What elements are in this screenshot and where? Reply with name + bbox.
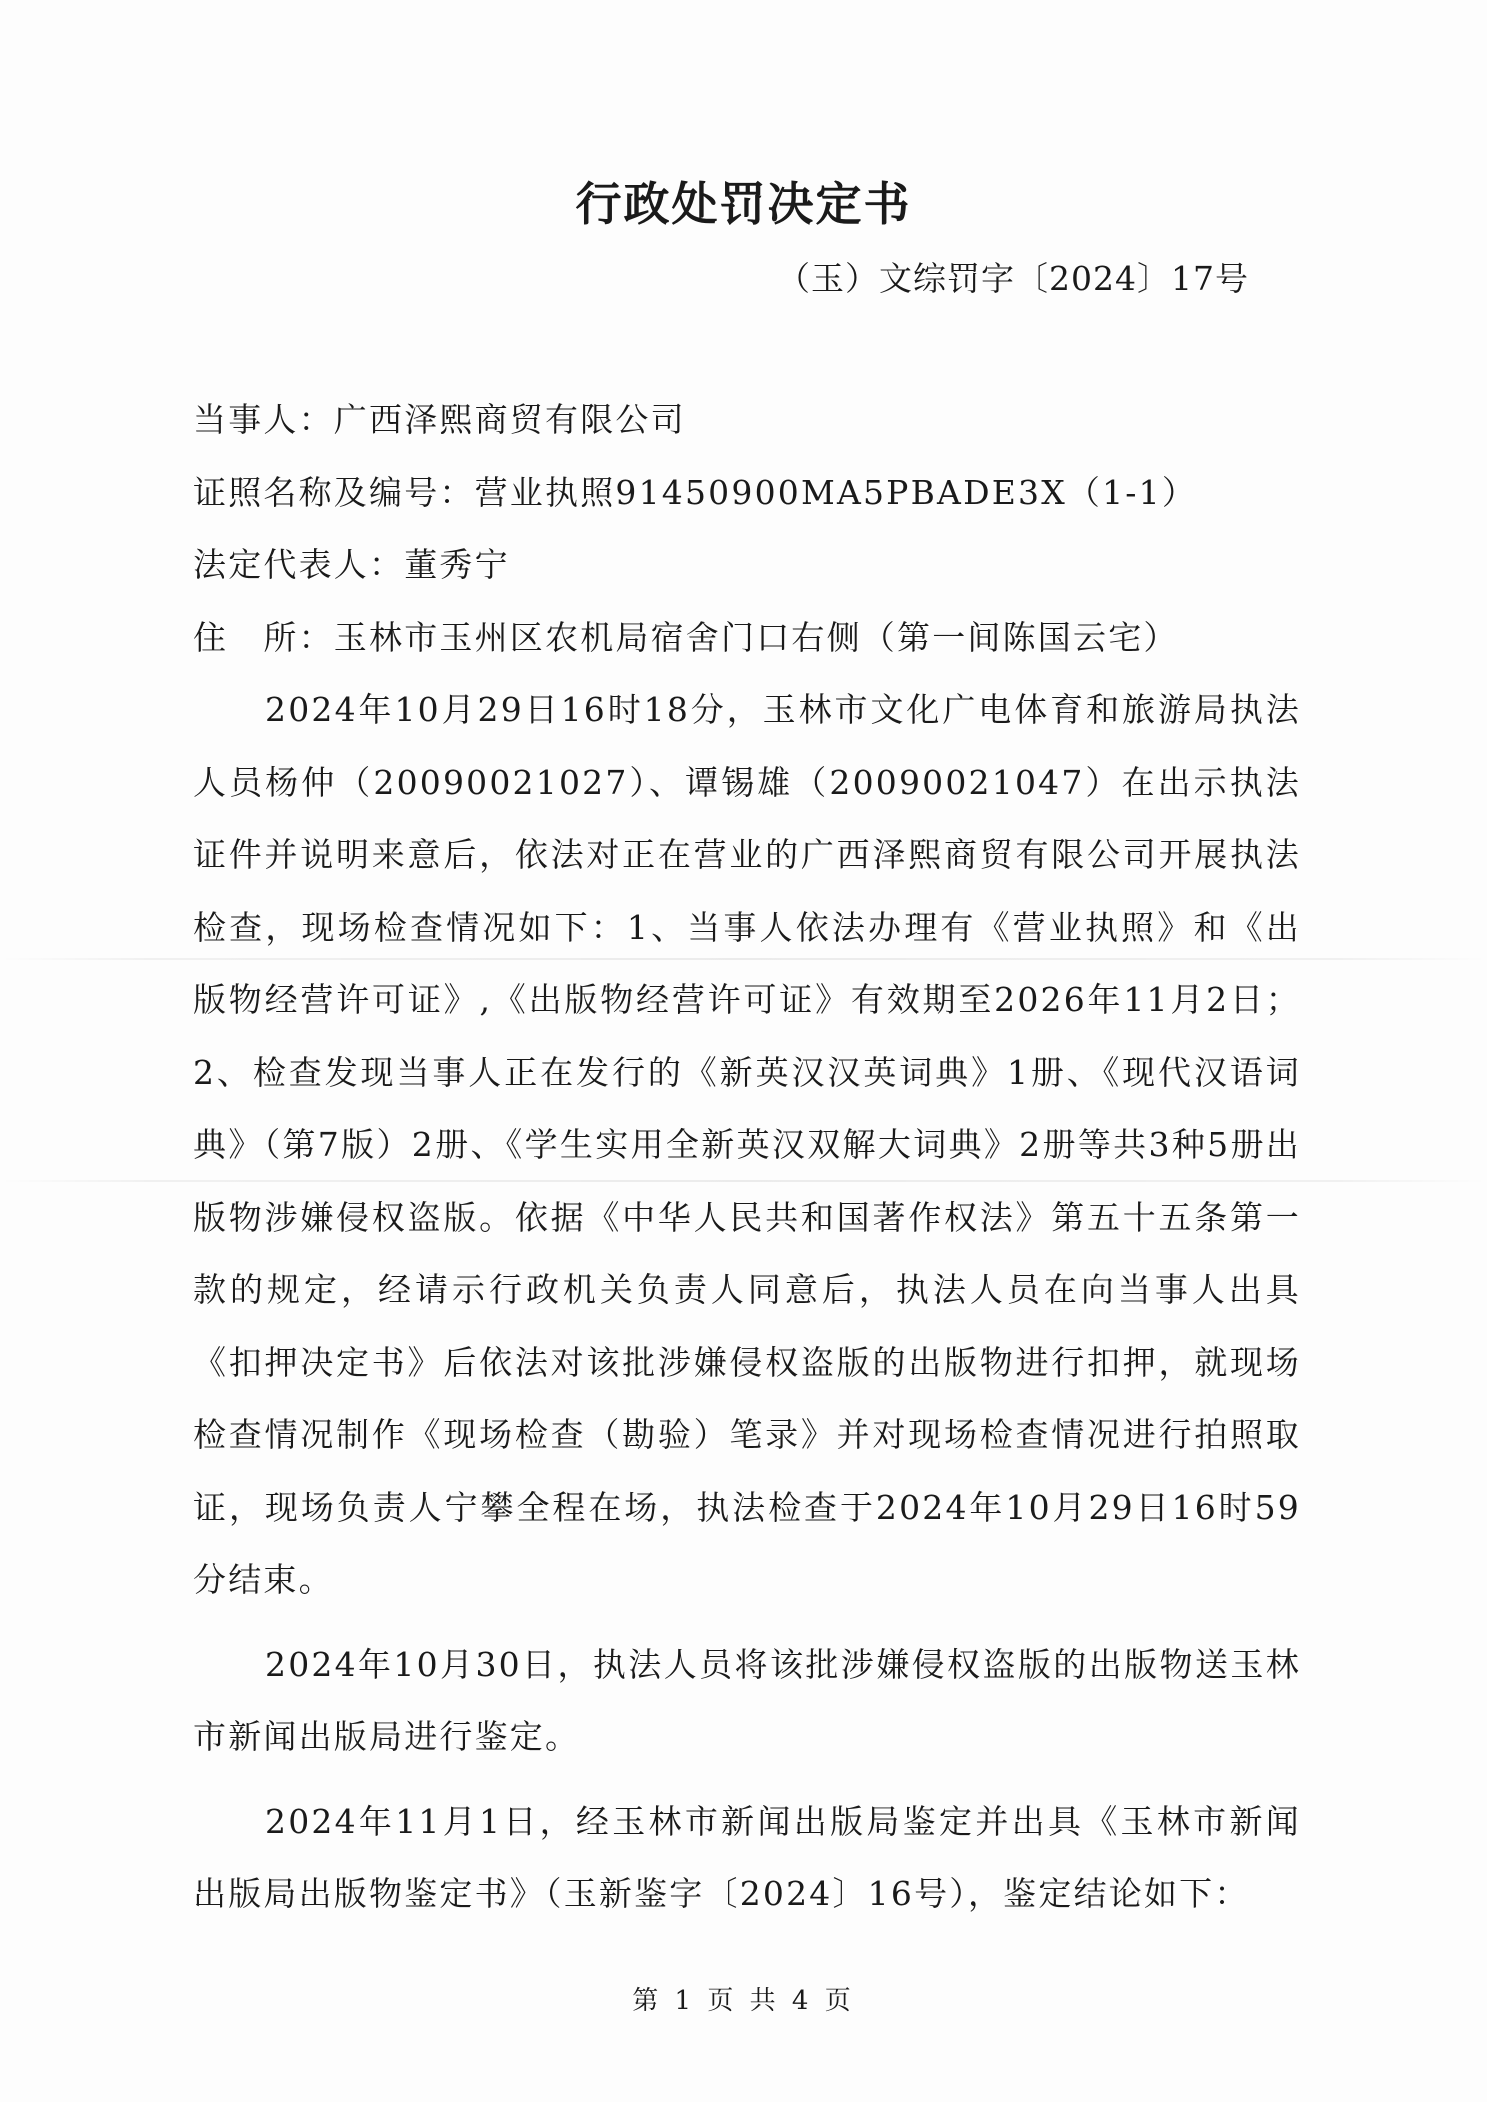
paragraph-submission: 2024年10月30日，执法人员将该批涉嫌侵权盗版的出版物送玉林市新闻出版局进行鉴定。 <box>193 1644 1301 1756</box>
page-footer: 第 1 页 共 4 页 <box>632 1986 855 2016</box>
party-line: 当事人：广西泽熙商贸有限公司 <box>193 400 686 439</box>
paragraph-appraisal: 2024年11月1日，经玉林市新闻出版局鉴定并出具《玉林市新闻出版局出版物鉴定书》（玉新鉴字〔2024〕16号），鉴定结论如下： <box>193 1801 1301 1913</box>
paragraph-inspection: 2024年10月29日16时18分，玉林市文化广电体育和旅游局执法人员杨仲（20090021027）、谭锡雄（20090021047）在出示执法证件并说明来意后，依法对正在营业的广西泽熙商贸有限公司开展执法检查，现场检查情况如下：1、当事人依法办理有《营业执照》和《出版物经营许可证》,《出版物经营许可证》有效期至2026年11月2日；2、检查发现当事人正在发行的《新英汉汉英词典》1册、《现代汉语词典》（第7版）2册、《学生实用全新英汉双解大词典》2册等共3种5册出版物涉嫌侵权盗版。依据《中华人民共和国著作权法》第五十五条第一款的规定，经请示行政机关负责人同意后，执法人员在向当事人出具《扣押决定书》后依法对该批涉嫌侵权盗版的出版物进行扣押，就现场检查情况制作《现场检查（勘验）笔录》并对现场检查情况进行拍照取证，现场负责人宁攀全程在场，执法检查于2024年10月29日16时59分结束。 <box>193 690 1301 1599</box>
license-line: 证照名称及编号：营业执照91450900MA5PBADE3X（1-1） <box>193 472 1198 512</box>
document-number: （玉）文综罚字〔2024〕17号 <box>777 259 1249 298</box>
document-title: 行政处罚决定书 <box>575 177 912 231</box>
address-line: 住 所：玉林市玉州区农机局宿舍门口右侧（第一间陈国云宅） <box>193 617 1179 657</box>
legal-representative-line: 法定代表人：董秀宁 <box>193 545 510 584</box>
document-body <box>193 384 1301 1931</box>
